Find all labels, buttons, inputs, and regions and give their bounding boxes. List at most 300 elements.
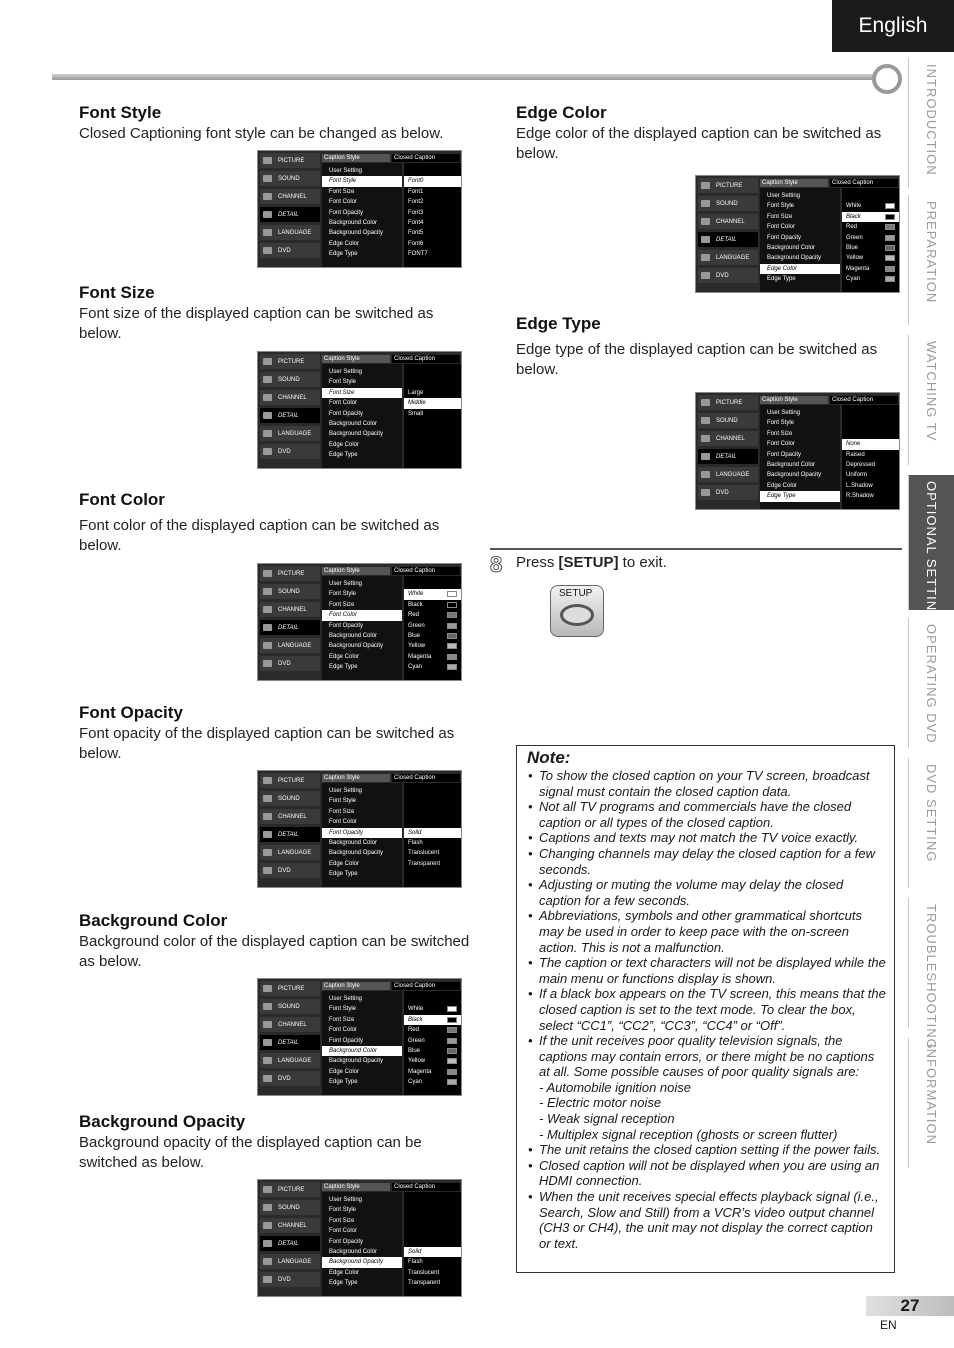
menu-nav-item: DETAIL: [698, 449, 758, 464]
font-style-menu: [257, 150, 462, 268]
menu-item: Edge Color: [329, 441, 360, 448]
menu-item: Font Opacity: [329, 1037, 364, 1044]
note-box: [516, 745, 895, 1273]
menu-nav-icon: [263, 229, 272, 236]
color-swatch: [885, 276, 895, 282]
color-swatch: [885, 203, 895, 209]
menu-nav: [698, 395, 758, 503]
menu-item: Edge Color: [329, 1269, 360, 1276]
menu-nav-icon: [263, 642, 272, 649]
menu-item: Edge Color: [760, 264, 840, 274]
menu-items: [322, 1192, 402, 1296]
menu-item: User Setting: [329, 788, 363, 794]
menu-option: Black: [404, 600, 461, 610]
menu-option: Yellow: [842, 253, 899, 263]
side-tab-operating-dvd: OPERATING DVD: [908, 618, 954, 748]
color-swatch: [447, 1017, 457, 1023]
menu-nav-icon: [263, 624, 272, 631]
background-opacity-menu: [257, 1179, 462, 1297]
menu-options: [842, 405, 899, 509]
menu-nav-icon: [263, 813, 272, 820]
menu-nav-icon: [701, 453, 710, 460]
step-text: Press [SETUP] to exit.: [516, 554, 667, 571]
menu-nav-icon: [263, 1057, 272, 1064]
note-item: • Abbreviations, symbols and other grammatical shortcuts may be used in order to keep pace with the on-screen action. This is not a malfunction.: [525, 908, 886, 955]
menu-options: [842, 188, 899, 292]
side-tab-troubleshooting: TROUBLESHOOTING: [908, 898, 954, 1028]
menu-options: [404, 783, 461, 887]
note-item: • Captions and texts may not match the TV voice exactly.: [525, 830, 886, 846]
menu-nav-icon: [263, 157, 272, 164]
menu-options: [404, 1192, 461, 1296]
menu-item: Font Color: [767, 224, 796, 231]
menu-item: Font Opacity: [767, 451, 802, 458]
menu-header-closed-caption: Closed Caption: [830, 179, 898, 187]
note-item: • To show the closed caption on your TV screen, broadcast signal must contain the closed caption data.: [525, 768, 886, 799]
color-swatch: [885, 235, 895, 241]
font-style-title: Font Style: [79, 103, 162, 122]
menu-item: Background Color: [329, 1248, 378, 1255]
menu-nav-item: PICTURE: [260, 981, 320, 996]
page-language: EN: [880, 1318, 897, 1332]
side-tab-information: INFORMATION: [908, 1038, 954, 1168]
menu-option: R.Shadow: [846, 493, 874, 500]
menu-option: Depressed: [846, 461, 876, 468]
setup-button[interactable]: [550, 585, 604, 637]
menu-item: Background Color: [322, 1046, 402, 1056]
menu-item: Edge Color: [329, 860, 360, 867]
menu-nav-item: CHANNEL: [698, 431, 758, 446]
menu-nav-icon: [263, 394, 272, 401]
color-swatch: [447, 1079, 457, 1085]
menu-nav-item: LANGUAGE: [260, 1053, 320, 1068]
menu-nav: [260, 1182, 320, 1290]
menu-item: Font Style: [767, 203, 795, 210]
menu-nav-icon: [263, 795, 272, 802]
menu-item: Font Size: [322, 388, 402, 398]
side-tab-watching-tv: WATCHING TV: [908, 335, 954, 465]
menu-item: Edge Color: [767, 482, 798, 489]
menu-item: Background Opacity: [329, 1058, 384, 1065]
menu-nav-item: DVD: [260, 1272, 320, 1287]
menu-option: Magenta: [404, 652, 461, 662]
font-size-menu: [257, 351, 462, 469]
menu-item: Background Opacity: [322, 1257, 402, 1267]
color-swatch: [447, 664, 457, 670]
menu-nav-icon: [701, 417, 710, 424]
menu-nav-icon: [701, 236, 710, 243]
menu-item: Font Style: [329, 1006, 357, 1013]
menu-item: Font Color: [329, 199, 358, 206]
menu-nav-icon: [701, 489, 710, 496]
color-swatch: [885, 255, 895, 261]
menu-option: Solid: [404, 1247, 461, 1257]
menu-nav-icon: [263, 606, 272, 613]
menu-item: Edge Color: [329, 653, 360, 660]
menu-option: Flash: [408, 839, 423, 846]
menu-item: Font Style: [329, 591, 357, 598]
menu-option: Black: [404, 1015, 461, 1025]
menu-option: Green: [404, 621, 461, 631]
menu-nav-icon: [701, 272, 710, 279]
menu-item: Font Color: [329, 1228, 358, 1235]
menu-nav-icon: [263, 358, 272, 365]
menu-nav-item: CHANNEL: [260, 390, 320, 405]
menu-item: User Setting: [767, 193, 801, 199]
menu-nav-icon: [263, 376, 272, 383]
menu-nav: [260, 566, 320, 674]
menu-option: FONT7: [408, 251, 428, 258]
font-color-menu: [257, 563, 462, 681]
menu-item: Background Opacity: [329, 431, 384, 438]
menu-option: Flash: [408, 1259, 423, 1266]
menu-item: Edge Color: [329, 1068, 360, 1075]
menu-item: User Setting: [329, 996, 363, 1002]
menu-nav-icon: [701, 182, 710, 189]
menu-item: Font Style: [322, 176, 402, 186]
menu-options: [404, 991, 461, 1095]
menu-option: Font0: [404, 176, 461, 186]
menu-option: Font5: [408, 230, 424, 237]
menu-header-closed-caption: Closed Caption: [392, 774, 460, 782]
menu-option: Solid: [404, 828, 461, 838]
color-swatch: [447, 602, 457, 608]
menu-nav-icon: [263, 1186, 272, 1193]
menu-option: L.Shadow: [846, 482, 873, 489]
menu-item: Edge Type: [329, 1079, 358, 1086]
menu-nav-icon: [263, 588, 272, 595]
header-rule: [52, 74, 876, 80]
menu-item: Edge Type: [329, 871, 358, 878]
menu-nav-item: SOUND: [698, 413, 758, 428]
menu-item: Background Color: [329, 219, 378, 226]
font-opacity-body: Font opacity of the displayed caption can be switched as below.: [79, 725, 455, 762]
font-style-body: Closed Captioning font style can be changed as below.: [79, 125, 444, 142]
menu-nav-icon: [263, 849, 272, 856]
color-swatch: [447, 1027, 457, 1033]
menu-option: Font6: [408, 240, 424, 247]
menu-nav-item: SOUND: [260, 372, 320, 387]
menu-nav-icon: [263, 1021, 272, 1028]
menu-nav-item: DVD: [260, 656, 320, 671]
menu-nav-item: DETAIL: [260, 827, 320, 842]
menu-items: [322, 163, 402, 267]
menu-option: Cyan: [842, 274, 899, 284]
menu-header-caption-style: Caption Style: [322, 355, 390, 363]
edge-type-body: Edge type of the displayed caption can be switched as below.: [516, 341, 878, 378]
menu-option: Transparent: [408, 860, 441, 867]
menu-nav-icon: [701, 399, 710, 406]
menu-items: [322, 576, 402, 680]
menu-option: Black: [842, 212, 899, 222]
background-color-body: Background color of the displayed caption can be switched as below.: [79, 933, 470, 970]
color-swatch: [447, 612, 457, 618]
menu-nav-item: CHANNEL: [260, 1218, 320, 1233]
menu-item: Background Color: [329, 839, 378, 846]
menu-items: [322, 364, 402, 468]
menu-item: Font Style: [767, 420, 795, 427]
note-item: • When the unit receives special effects playback signal (i.e., Search, Slow and Still) from a VCR’s video output channel (CH3 or CH4), the unit may not display the correct caption or text.: [525, 1189, 886, 1251]
font-opacity-menu: [257, 770, 462, 888]
menu-nav-item: PICTURE: [260, 1182, 320, 1197]
menu-nav-item: CHANNEL: [260, 189, 320, 204]
menu-item: Edge Type: [329, 251, 358, 258]
menu-nav-item: DVD: [698, 268, 758, 283]
menu-nav: [260, 773, 320, 881]
menu-option: Red: [842, 222, 899, 232]
menu-item: Background Color: [767, 461, 816, 468]
menu-nav-icon: [263, 1222, 272, 1229]
menu-options: [404, 364, 461, 468]
note-item: • Not all TV programs and commercials have the closed caption or all types of the closed caption.: [525, 799, 886, 830]
menu-item: Font Size: [329, 601, 355, 608]
menu-items: [760, 405, 840, 509]
menu-nav-item: CHANNEL: [260, 602, 320, 617]
menu-option: Translucent: [408, 1269, 440, 1276]
note-title: Note:: [527, 748, 571, 767]
menu-item: Background Opacity: [767, 255, 822, 262]
menu-nav-icon: [263, 570, 272, 577]
menu-option: Green: [842, 233, 899, 243]
menu-item: Font Color: [329, 1027, 358, 1034]
menu-option: Raised: [846, 451, 865, 458]
menu-options: [404, 576, 461, 680]
color-swatch: [447, 1048, 457, 1054]
menu-nav-icon: [263, 1240, 272, 1247]
edge-type-menu: [695, 392, 900, 510]
menu-item: Background Opacity: [767, 472, 822, 479]
menu-nav-item: PICTURE: [260, 773, 320, 788]
edge-color-title: Edge Color: [516, 103, 607, 122]
menu-option: Red: [404, 610, 461, 620]
menu-option: Font3: [408, 209, 424, 216]
note-list: [525, 768, 886, 1251]
menu-item: Edge Type: [329, 664, 358, 671]
side-tab-introduction: INTRODUCTION: [908, 58, 954, 188]
menu-nav-icon: [263, 867, 272, 874]
menu-nav-item: CHANNEL: [698, 214, 758, 229]
menu-option: Blue: [842, 243, 899, 253]
menu-item: User Setting: [329, 168, 363, 174]
menu-nav-item: DETAIL: [260, 1236, 320, 1251]
menu-item: User Setting: [329, 581, 363, 587]
menu-item: Background Color: [329, 420, 378, 427]
menu-nav-icon: [263, 175, 272, 182]
menu-item: Font Style: [329, 1207, 357, 1214]
font-opacity-title: Font Opacity: [79, 703, 183, 722]
note-item-with-causes: • If the unit receives poor quality television signals, the captions may contain errors, or there might be no captions at all. Some possible causes of poor quality signals are: - Automobile ignition noise - Electric motor noise - Weak signal reception - Multiplex signal reception (ghosts or screen flutter): [525, 1033, 886, 1142]
side-tab-preparation: PREPARATION: [908, 195, 954, 325]
menu-nav-item: CHANNEL: [260, 809, 320, 824]
menu-option: Magenta: [842, 264, 899, 274]
menu-nav: [698, 178, 758, 286]
menu-nav-item: CHANNEL: [260, 1017, 320, 1032]
menu-option: Yellow: [404, 641, 461, 651]
menu-item: Font Opacity: [329, 1238, 364, 1245]
menu-option: Blue: [404, 1046, 461, 1056]
menu-item: Edge Type: [767, 276, 796, 283]
menu-nav-icon: [701, 254, 710, 261]
menu-nav-icon: [263, 247, 272, 254]
color-swatch: [447, 643, 457, 649]
menu-nav-item: SOUND: [698, 196, 758, 211]
menu-option: Font4: [408, 219, 424, 226]
menu-nav-icon: [263, 985, 272, 992]
menu-option: Transparent: [408, 1280, 441, 1287]
header-circle: [872, 64, 902, 94]
menu-nav-item: PICTURE: [698, 395, 758, 410]
menu-item: Font Color: [322, 610, 402, 620]
menu-nav-icon: [263, 777, 272, 784]
menu-option: Small: [408, 410, 424, 417]
menu-nav-item: DETAIL: [698, 232, 758, 247]
menu-nav: [260, 153, 320, 261]
menu-item: Font Size: [329, 1217, 355, 1224]
menu-header-closed-caption: Closed Caption: [392, 982, 460, 990]
menu-nav-icon: [263, 1258, 272, 1265]
color-swatch: [447, 654, 457, 660]
menu-nav-item: DVD: [260, 863, 320, 878]
menu-nav-item: SOUND: [260, 999, 320, 1014]
color-swatch: [447, 1069, 457, 1075]
menu-item: Font Opacity: [329, 209, 364, 216]
menu-option: Yellow: [404, 1056, 461, 1066]
background-color-menu: [257, 978, 462, 1096]
menu-item: Font Color: [329, 819, 358, 826]
menu-header-caption-style: Caption Style: [322, 1183, 390, 1191]
edge-color-body: Edge color of the displayed caption can be switched as below.: [516, 125, 882, 162]
note-item: • Adjusting or muting the volume may delay the closed caption for a few seconds.: [525, 877, 886, 908]
menu-nav-item: SOUND: [260, 584, 320, 599]
menu-item: User Setting: [329, 369, 363, 375]
menu-header-closed-caption: Closed Caption: [392, 1183, 460, 1191]
side-tab-dvd-setting: DVD SETTING: [908, 758, 954, 888]
menu-nav-icon: [263, 1276, 272, 1283]
menu-nav-item: DVD: [260, 444, 320, 459]
side-tab-optional-setting: OPTIONAL SETTING: [908, 475, 954, 610]
menu-nav-icon: [263, 660, 272, 667]
color-swatch: [885, 224, 895, 230]
setup-button-label: SETUP: [559, 588, 593, 599]
menu-item: Font Opacity: [329, 410, 364, 417]
color-swatch: [447, 633, 457, 639]
menu-nav-icon: [701, 218, 710, 225]
menu-nav-item: DETAIL: [260, 1035, 320, 1050]
color-swatch: [885, 245, 895, 251]
menu-nav-icon: [263, 1204, 272, 1211]
menu-option: Font2: [408, 199, 424, 206]
menu-nav-item: DVD: [698, 485, 758, 500]
menu-item: Font Color: [329, 400, 358, 407]
menu-item: Font Size: [329, 808, 355, 815]
menu-nav-item: DETAIL: [260, 620, 320, 635]
menu-option: Red: [404, 1025, 461, 1035]
menu-option: White: [404, 1004, 461, 1014]
menu-item: Background Opacity: [329, 230, 384, 237]
menu-header-closed-caption: Closed Caption: [392, 154, 460, 162]
menu-item: Font Size: [329, 1016, 355, 1023]
menu-nav-item: LANGUAGE: [260, 845, 320, 860]
menu-item: Edge Color: [329, 240, 360, 247]
menu-item: Background Opacity: [329, 850, 384, 857]
color-swatch: [447, 591, 457, 597]
menu-header-closed-caption: Closed Caption: [830, 396, 898, 404]
font-color-title: Font Color: [79, 490, 165, 509]
menu-option: White: [404, 589, 461, 599]
menu-option: Font1: [408, 188, 424, 195]
menu-item: User Setting: [329, 1197, 363, 1203]
menu-item: Font Size: [767, 430, 793, 437]
menu-option: Middle: [404, 398, 461, 408]
edge-type-title: Edge Type: [516, 314, 601, 333]
menu-header-caption-style: Caption Style: [322, 567, 390, 575]
menu-header-caption-style: Caption Style: [322, 774, 390, 782]
menu-nav-icon: [263, 831, 272, 838]
color-swatch: [447, 1006, 457, 1012]
menu-nav-icon: [701, 471, 710, 478]
menu-items: [322, 991, 402, 1095]
menu-option: Uniform: [846, 472, 868, 479]
font-color-body: Font color of the displayed caption can be switched as below.: [79, 517, 440, 554]
color-swatch: [447, 1058, 457, 1064]
menu-option: Cyan: [404, 662, 461, 672]
menu-nav-item: DVD: [260, 1071, 320, 1086]
menu-item: Font Color: [767, 441, 796, 448]
menu-option: Blue: [404, 631, 461, 641]
note-item: • The unit retains the closed caption setting if the power fails.: [525, 1142, 886, 1158]
background-opacity-body: Background opacity of the displayed caption can be switched as below.: [79, 1134, 422, 1171]
color-swatch: [885, 214, 895, 220]
menu-nav-item: LANGUAGE: [698, 467, 758, 482]
menu-item: Background Color: [767, 244, 816, 251]
menu-nav-icon: [263, 1003, 272, 1010]
font-size-body: Font size of the displayed caption can be switched as below.: [79, 305, 434, 342]
menu-nav-item: PICTURE: [698, 178, 758, 193]
color-swatch: [885, 266, 895, 272]
menu-nav-item: LANGUAGE: [260, 1254, 320, 1269]
menu-option: Green: [404, 1036, 461, 1046]
menu-nav-item: SOUND: [260, 791, 320, 806]
page-number: 27: [866, 1296, 954, 1316]
menu-nav-icon: [263, 448, 272, 455]
menu-item: User Setting: [767, 410, 801, 416]
menu-nav-icon: [263, 412, 272, 419]
note-item: • Closed caption will not be displayed when you are using an HDMI connection.: [525, 1158, 886, 1189]
step-divider: [490, 548, 902, 550]
menu-item: Edge Type: [329, 1280, 358, 1287]
menu-item: Background Color: [329, 632, 378, 639]
menu-nav-item: SOUND: [260, 1200, 320, 1215]
background-color-title: Background Color: [79, 911, 228, 930]
menu-item: Font Style: [329, 798, 357, 805]
menu-nav-icon: [701, 200, 710, 207]
menu-nav-item: DETAIL: [260, 207, 320, 222]
menu-item: Font Opacity: [322, 828, 402, 838]
menu-nav-item: PICTURE: [260, 153, 320, 168]
menu-nav-item: SOUND: [260, 171, 320, 186]
menu-nav-item: LANGUAGE: [260, 638, 320, 653]
menu-items: [322, 783, 402, 887]
menu-options: [404, 163, 461, 267]
note-item: • Changing channels may delay the closed caption for a few seconds.: [525, 846, 886, 877]
menu-option: Magenta: [404, 1067, 461, 1077]
menu-nav-item: LANGUAGE: [260, 426, 320, 441]
menu-item: Font Opacity: [767, 234, 802, 241]
menu-nav-icon: [263, 211, 272, 218]
menu-option: None: [842, 439, 899, 449]
menu-header-caption-style: Caption Style: [760, 396, 828, 404]
font-size-title: Font Size: [79, 283, 155, 302]
